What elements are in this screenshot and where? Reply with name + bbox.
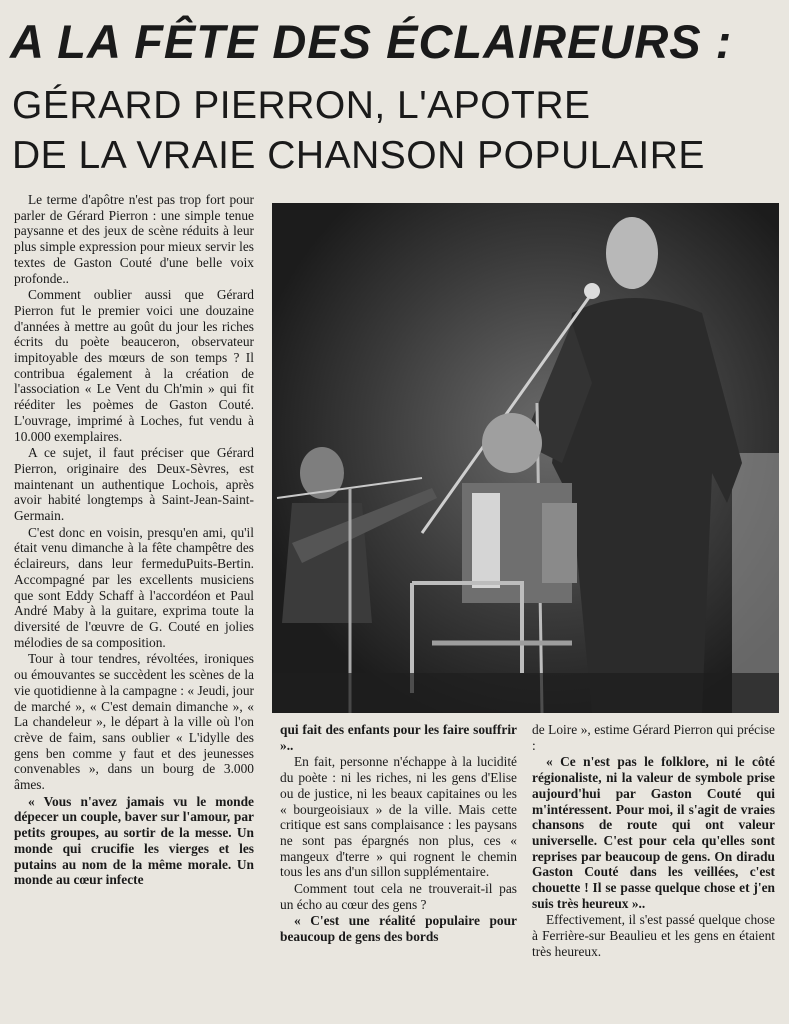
quote-paragraph: « C'est une réalité populaire pour beaucoup de gens des bords xyxy=(280,913,517,945)
paragraph: Comment tout cela ne trouverait-il pas un écho au cœur des gens ? xyxy=(280,881,517,912)
article-column-1 xyxy=(14,192,254,889)
paragraph: Le terme d'apôtre n'est pas trop fort pour parler de Gérard Pierron : une simple tenue paysanne et des jeux de scène réduits à leur plus simple expression pour mieux servir les textes de Gaston Couté d'une belle voix profonde.. xyxy=(14,192,254,286)
quote-paragraph: « Ce n'est pas le folklore, ni le côté régionaliste, ni la valeur de symbole prise aujourd'hui par Gaston Couté qui m'intéressent. Pour moi, il s'agit de vraies chansons de route qui ont valeur universelle. C'est pour cela qu'elles sont reprises par beaucoup de gens. On diradu Gaston Couté dans les veillées, c'est chouette ! Il se passe quelque chose et j'en suis très heureux ».. xyxy=(532,754,775,911)
paragraph: A ce sujet, il faut préciser que Gérard Pierron, originaire des Deux-Sèvres, est maintenant un authentique Lochois, après avoir habité longtemps à Saint-Jean-Saint-Germain. xyxy=(14,445,254,524)
headline-line-2: GÉRARD PIERRON, L'APOTRE xyxy=(12,84,591,127)
paragraph: En fait, personne n'échappe à la lucidité du poète : ni les riches, ni les gens d'Elise ou de justice, ni les beaux capitaines ou les « bourgeoisiaux » de la ville. Mais cette critique est sans complaisance : les paysans ne sont pas épargnés non plus, ces « mangeux d'terre » qui rognent le chemin tous les ans d'un sillon supplémentaire. xyxy=(280,754,517,880)
paragraph: Effectivement, il s'est passé quelque chose à Ferrière-sur Beaulieu et les gens en étaient très heureux. xyxy=(532,912,775,959)
paragraph: Tour à tour tendres, révoltées, ironiques ou émouvantes se succèdent les scènes de la vie quotidienne à la campagne : « Jeudi, jour de marché », « C'est demain dimanche », « La chandeleur », le départ à la ville où l'on crève de faim, sans oublier « L'idylle des gens ben comme y faut et des jeunesses convenables », dans un bourg de 3.000 âmes. xyxy=(14,651,254,793)
paragraph: de Loire », estime Gérard Pierron qui précise : xyxy=(532,722,775,753)
quote-paragraph: qui fait des enfants pour les faire souffrir ».. xyxy=(280,722,517,753)
headline-line-3: DE LA VRAIE CHANSON POPULAIRE xyxy=(12,134,705,177)
article-column-3 xyxy=(532,722,775,961)
paragraph: C'est donc en voisin, presqu'en ami, qu'il était venu dimanche à la fête champêtre des éclaireurs, dans leur fermeduPuits-Bertin. Accompagné par les excellents musiciens que sont Eddy Schaff à l'accordéon et Paul André Maby à la guitare, exprima toute la diversité de l'œuvre de G. Couté en jolies mélodies de sa composition. xyxy=(14,524,254,650)
quote-paragraph: « Vous n'avez jamais vu le monde dépecer un couple, baver sur l'amour, par petits groupes, au sortir de la messe. Un monde qui crucifie les vierges et les putains au nom de la même morale. Un monde au cœur infecte xyxy=(14,793,254,888)
article-column-2 xyxy=(280,722,517,946)
concert-photo xyxy=(272,203,779,713)
headline-line-1: A LA FÊTE DES ÉCLAIREURS : xyxy=(10,15,733,68)
paragraph: Comment oublier aussi que Gérard Pierron fut le premier voici une douzaine d'années à mettre au goût du jour les riches écrits du poète beauceron, observateur impitoyable des mœurs de son temps ? Il contribua également à la création de l'association « Le Vent du Ch'min » qui fit rééditer les poèmes de Gaston Couté. L'ouvrage, imprimé à Loches, fut vendu à 10.000 exemplaires. xyxy=(14,287,254,444)
